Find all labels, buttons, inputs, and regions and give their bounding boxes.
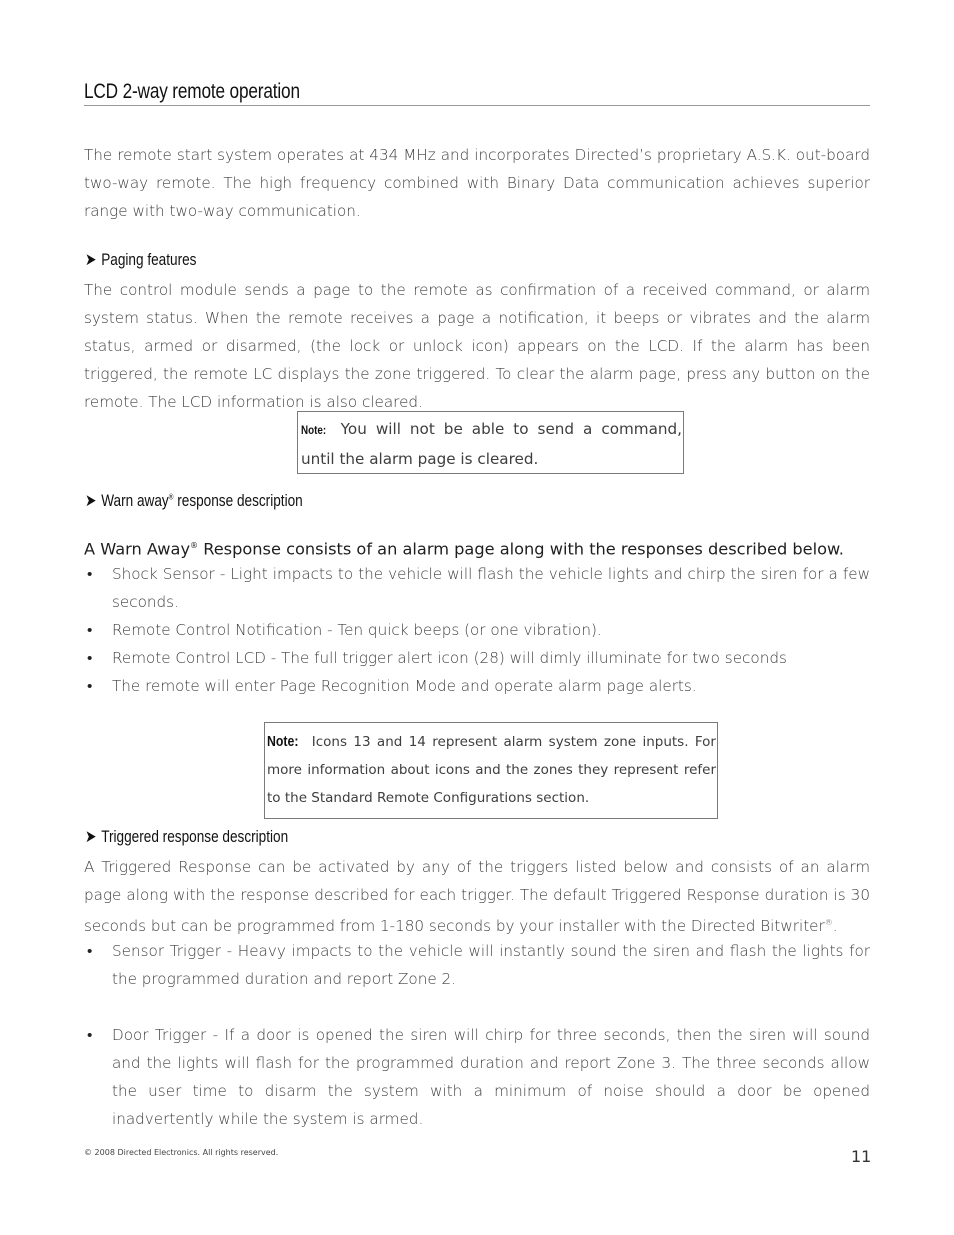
triggered-body-end: . xyxy=(832,917,838,936)
warn-away-heading xyxy=(85,491,303,511)
intro-paragraph xyxy=(84,141,870,225)
list-item: • Remote Control Notification - Ten quick beeps (or one vibration). xyxy=(84,616,870,644)
registered-mark: ® xyxy=(168,492,174,502)
note-box-paging xyxy=(297,411,684,474)
note-text: You will not be able to send a command, until the alarm page is cleared. xyxy=(301,420,682,468)
copyright-footer: © 2008 Directed Electronics. All rights reserved. xyxy=(84,1148,279,1157)
warn-away-list xyxy=(84,560,870,700)
list-item: • Door Trigger - If a door is opened the siren will chirp for three seconds, then the siren will sound and the lights will flash for the programmed duration and report Zone 3. The three seconds allow the user time to disarm the system with a minimum of noise should a door be opened inadvertently while the system is armed. xyxy=(84,1021,870,1133)
note-text: Icons 13 and 14 represent alarm system zone inputs. For more information about icons and the zones they represent refer to the Standard Remote Configurations section. xyxy=(267,734,716,806)
triggered-paragraph xyxy=(84,853,870,940)
warn-away-lead xyxy=(84,532,870,563)
paging-paragraph xyxy=(84,276,870,416)
paging-heading xyxy=(85,250,196,270)
note-label: Note: xyxy=(267,733,299,750)
note-label: Note: xyxy=(301,423,327,437)
list-item: • Shock Sensor - Light impacts to the vehicle will flash the vehicle lights and chirp the siren for a few seconds. xyxy=(84,560,870,616)
triggered-heading-text: Triggered response description xyxy=(101,827,289,846)
note-box-zones xyxy=(264,722,718,819)
page-title: LCD 2-way remote operation xyxy=(84,80,300,103)
registered-mark: ® xyxy=(824,918,833,927)
arrow-icon: ➤ xyxy=(85,827,97,847)
triggered-list-2 xyxy=(84,1021,870,1133)
warn-away-lead-suffix: Response consists of an alarm page along with the responses described below. xyxy=(198,539,844,559)
list-item: • The remote will enter Page Recognition Mode and operate alarm page alerts. xyxy=(84,672,870,700)
warn-away-lead-prefix: A Warn Away xyxy=(84,539,191,559)
warn-away-heading-text: Warn away xyxy=(101,491,169,510)
triggered-text xyxy=(84,853,870,940)
paging-heading-text: Paging features xyxy=(101,250,197,269)
paging-text: The control module sends a page to the remote as confirmation of a received command, or alarm system status. When the remote receives a page a notification, it beeps or vibrates and the alarm status, armed or disarmed, (the lock or unlock icon) appears on the LCD. If the alarm has been triggered, the remote LC displays the zone triggered. To clear the alarm page, press any button on the remote. The LCD information is also cleared. xyxy=(84,281,870,411)
list-item: • Remote Control LCD - The full trigger alert icon (28) will dimly illuminate for two seconds xyxy=(84,644,870,672)
intro-text: The remote start system operates at 434 MHz and incorporates Directed’s proprietary A.S.K. out-board two-way remote. The high frequency combined with Binary Data communication achieves superior range with two-way communication. xyxy=(84,146,870,220)
warn-away-heading-suffix: response description xyxy=(173,491,303,510)
triggered-body: A Triggered Response can be activated by any of the triggers listed below and consists of an alarm page along with the response described for each trigger. The default Triggered Response duration is 30 seconds but can be programmed from 1-180 seconds by your installer with the Directed Bitwriter xyxy=(84,858,870,936)
registered-mark: ® xyxy=(190,541,199,550)
list-item: • Sensor Trigger - Heavy impacts to the vehicle will instantly sound the siren and flash the lights for the programmed duration and report Zone 2. xyxy=(84,937,870,993)
arrow-icon: ➤ xyxy=(85,491,97,511)
triggered-heading xyxy=(85,827,288,847)
title-rule xyxy=(84,105,870,106)
page-number: 11 xyxy=(851,1147,872,1166)
arrow-icon: ➤ xyxy=(85,250,97,270)
triggered-list-1 xyxy=(84,937,870,993)
